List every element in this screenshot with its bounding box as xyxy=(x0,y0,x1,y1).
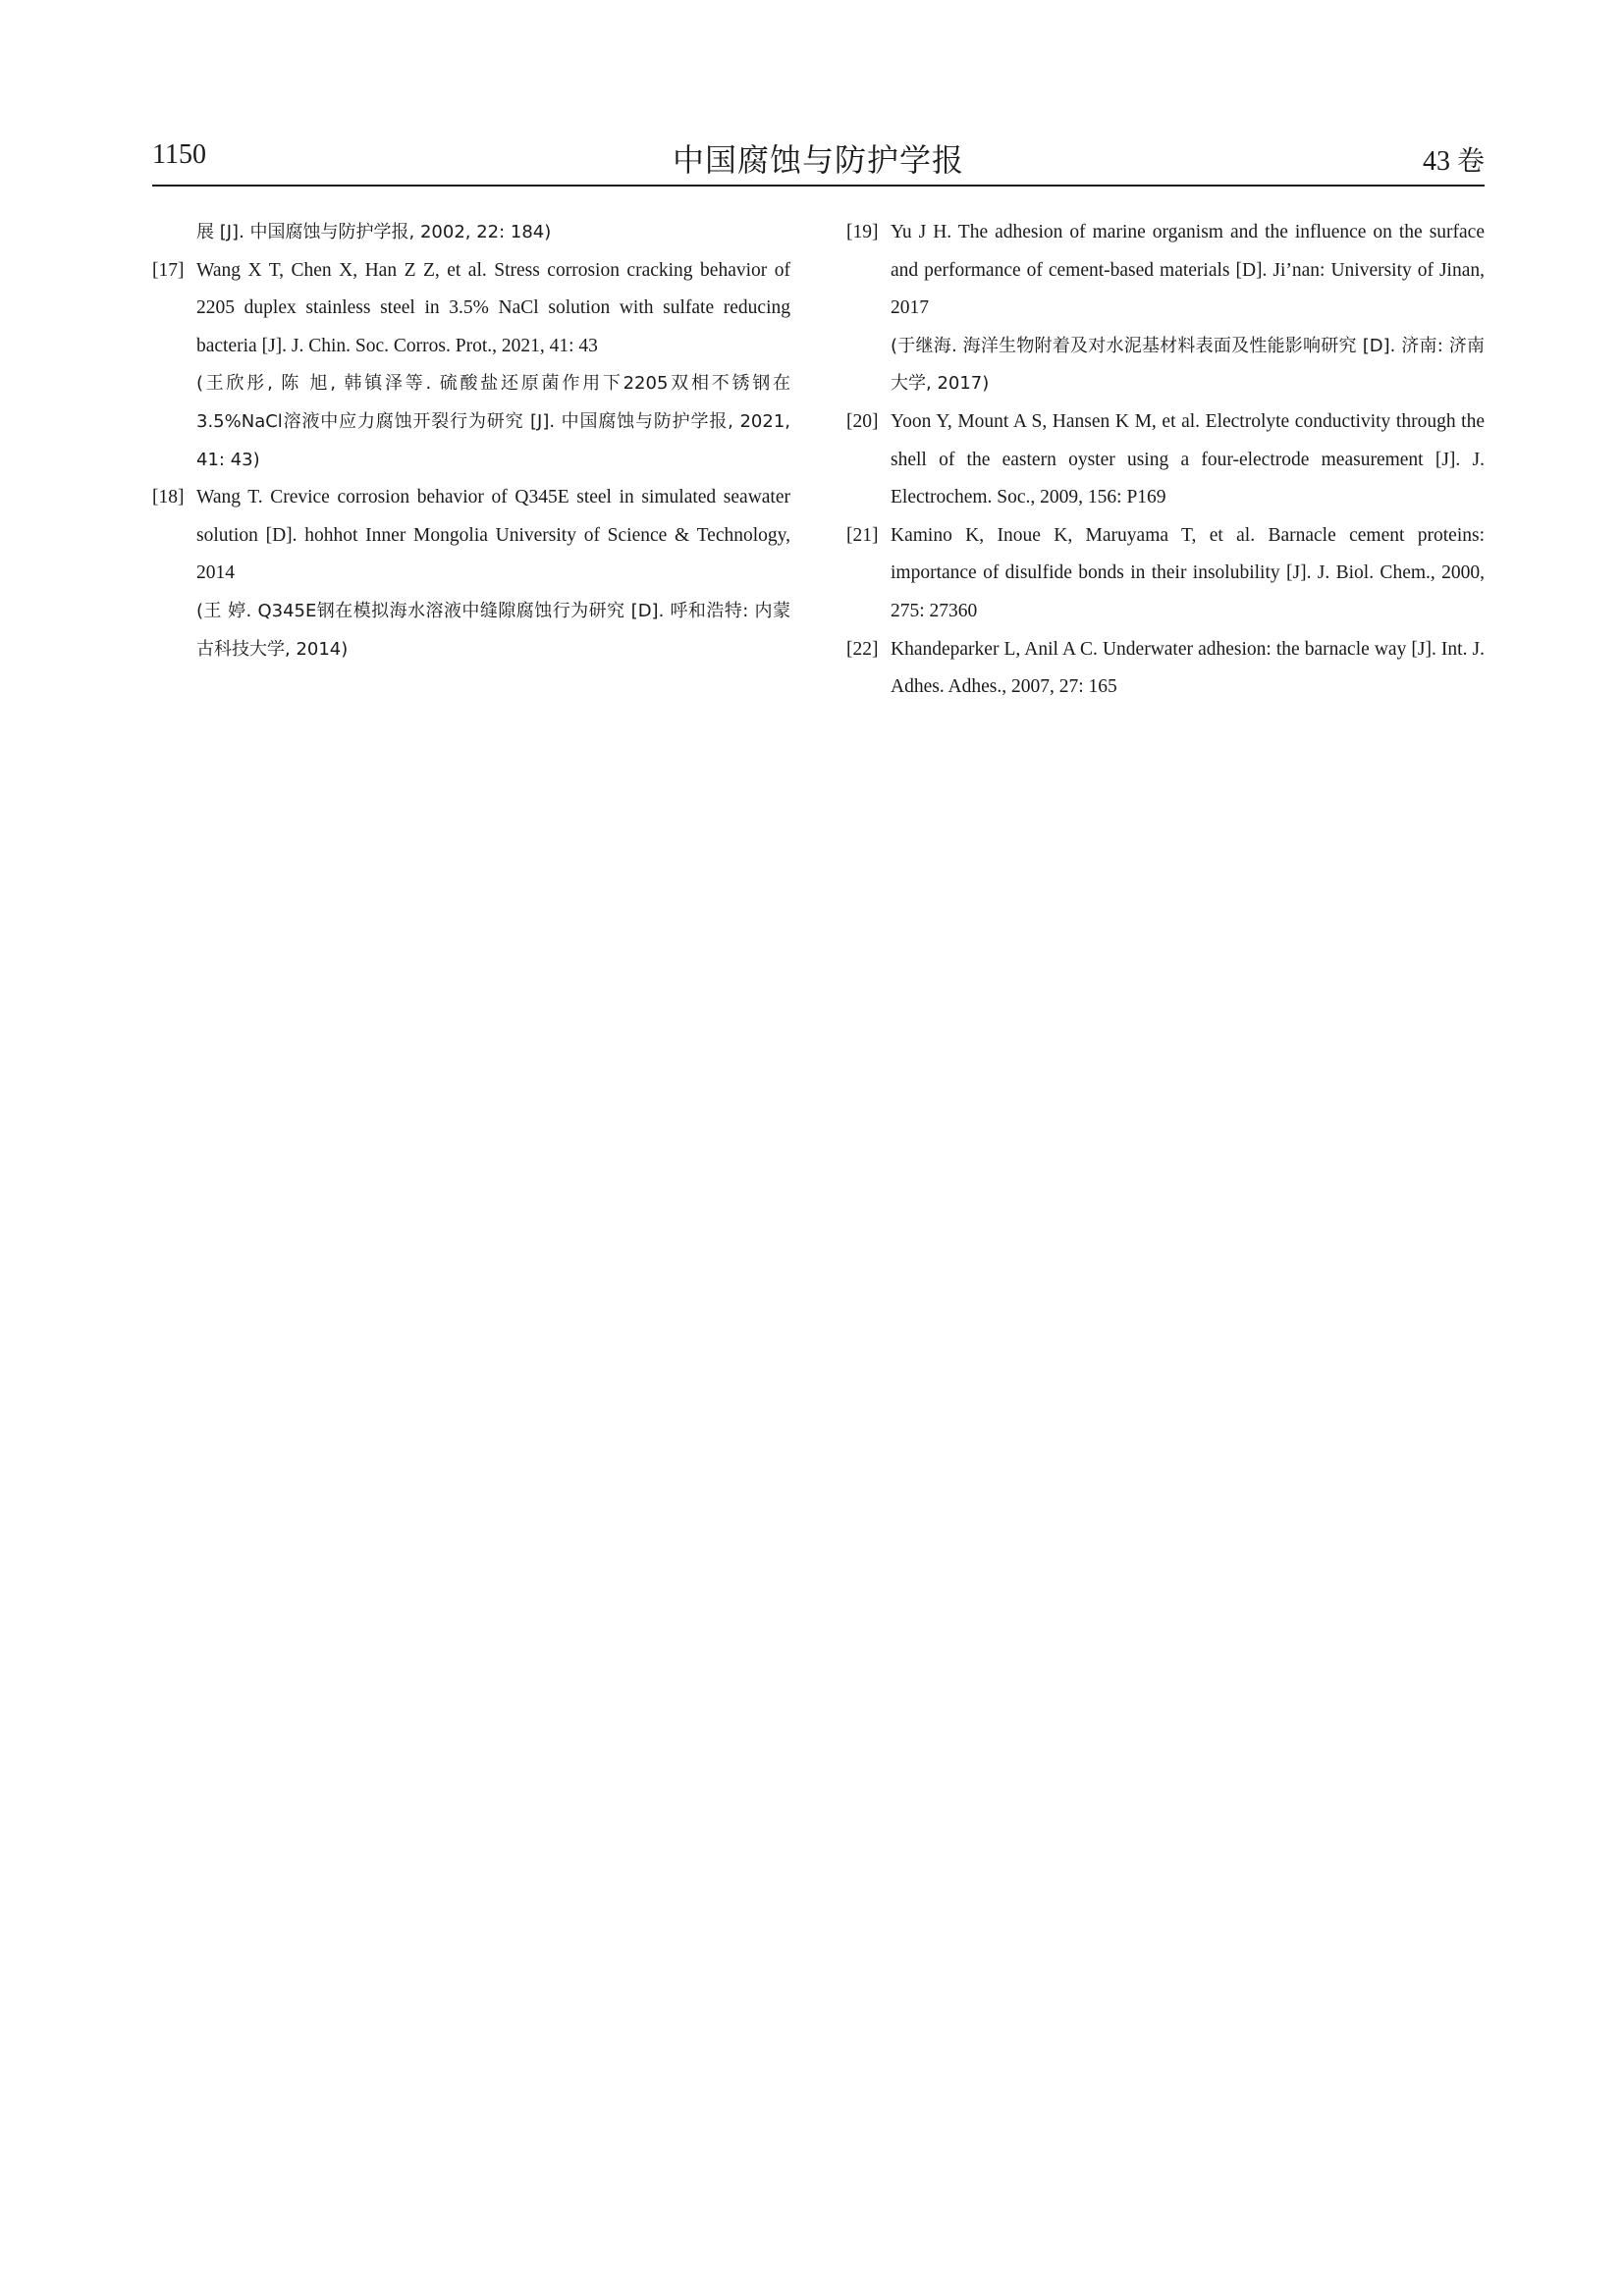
reference-text: Wang X T, Chen X, Han Z Z, et al. Stress corrosion cracking behavior of 2205 duplex stainless steel in 3.5% NaCl solution with sulfate reducing bacteria [J]. J. Chin. Soc. Corros. Prot., 2021, 41: 43 xyxy=(196,259,790,356)
reference-translation: (于继海. 海洋生物附着及对水泥基材料表面及性能影响研究 [D]. 济南: 济南大学, 2017) xyxy=(891,335,1485,395)
volume-label: 43 卷 xyxy=(1422,146,1485,177)
reference-number: [18] xyxy=(152,487,185,508)
page-header xyxy=(152,133,1485,183)
reference-item xyxy=(846,403,1485,517)
reference-number: [20] xyxy=(846,410,879,432)
left-column xyxy=(152,214,790,668)
reference-translation: (王欣彤, 陈 旭, 韩镇泽等. 硫酸盐还原菌作用下2205双相不锈钢在3.5%NaCl溶液中应力腐蚀开裂行为研究 [J]. 中国腐蚀与防护学报, 2021, 41: 43) xyxy=(196,373,790,470)
reference-number: [17] xyxy=(152,259,185,281)
reference-translation: (王 婷. Q345E钢在模拟海水溶液中缝隙腐蚀行为研究 [D]. 呼和浩特: 内蒙古科技大学, 2014) xyxy=(196,600,790,660)
reference-text: Kamino K, Inoue K, Maruyama T, et al. Barnacle cement proteins: importance of disulfide bonds in their insolubility [J]. J. Biol. Chem., 2000, 275: 27360 xyxy=(891,524,1485,621)
reference-number: [19] xyxy=(846,222,879,242)
reference-text: Yoon Y, Mount A S, Hansen K M, et al. Electrolyte conductivity through the shell of the eastern oyster using a four-electrode measurement [J]. J. Electrochem. Soc., 2009, 156: P169 xyxy=(891,410,1485,508)
reference-text: Khandeparker L, Anil A C. Underwater adhesion: the barnacle way [J]. Int. J. Adhes. Adhes., 2007, 27: 165 xyxy=(891,638,1485,698)
reference-item xyxy=(152,479,790,668)
reference-continuation: 展 [J]. 中国腐蚀与防护学报, 2002, 22: 184) xyxy=(196,222,552,242)
reference-text: Wang T. Crevice corrosion behavior of Q345E steel in simulated seawater solution [D]. hohhot Inner Mongolia University of Science & Technology, 2014 xyxy=(196,487,790,584)
right-column xyxy=(846,214,1485,707)
journal-title: 中国腐蚀与防护学报 xyxy=(672,141,964,179)
reference-item xyxy=(152,252,790,480)
reference-item xyxy=(846,214,1485,403)
reference-number: [22] xyxy=(846,638,879,660)
reference-number: [21] xyxy=(846,524,879,546)
reference-item xyxy=(846,517,1485,631)
reference-text: Yu J H. The adhesion of marine organism and the influence on the surface and performance of cement-based materials [D]. Ji’nan: University of Jinan, 2017 xyxy=(891,222,1485,319)
reference-item xyxy=(846,631,1485,707)
page-number: 1150 xyxy=(152,139,206,170)
header-rule xyxy=(152,185,1485,187)
